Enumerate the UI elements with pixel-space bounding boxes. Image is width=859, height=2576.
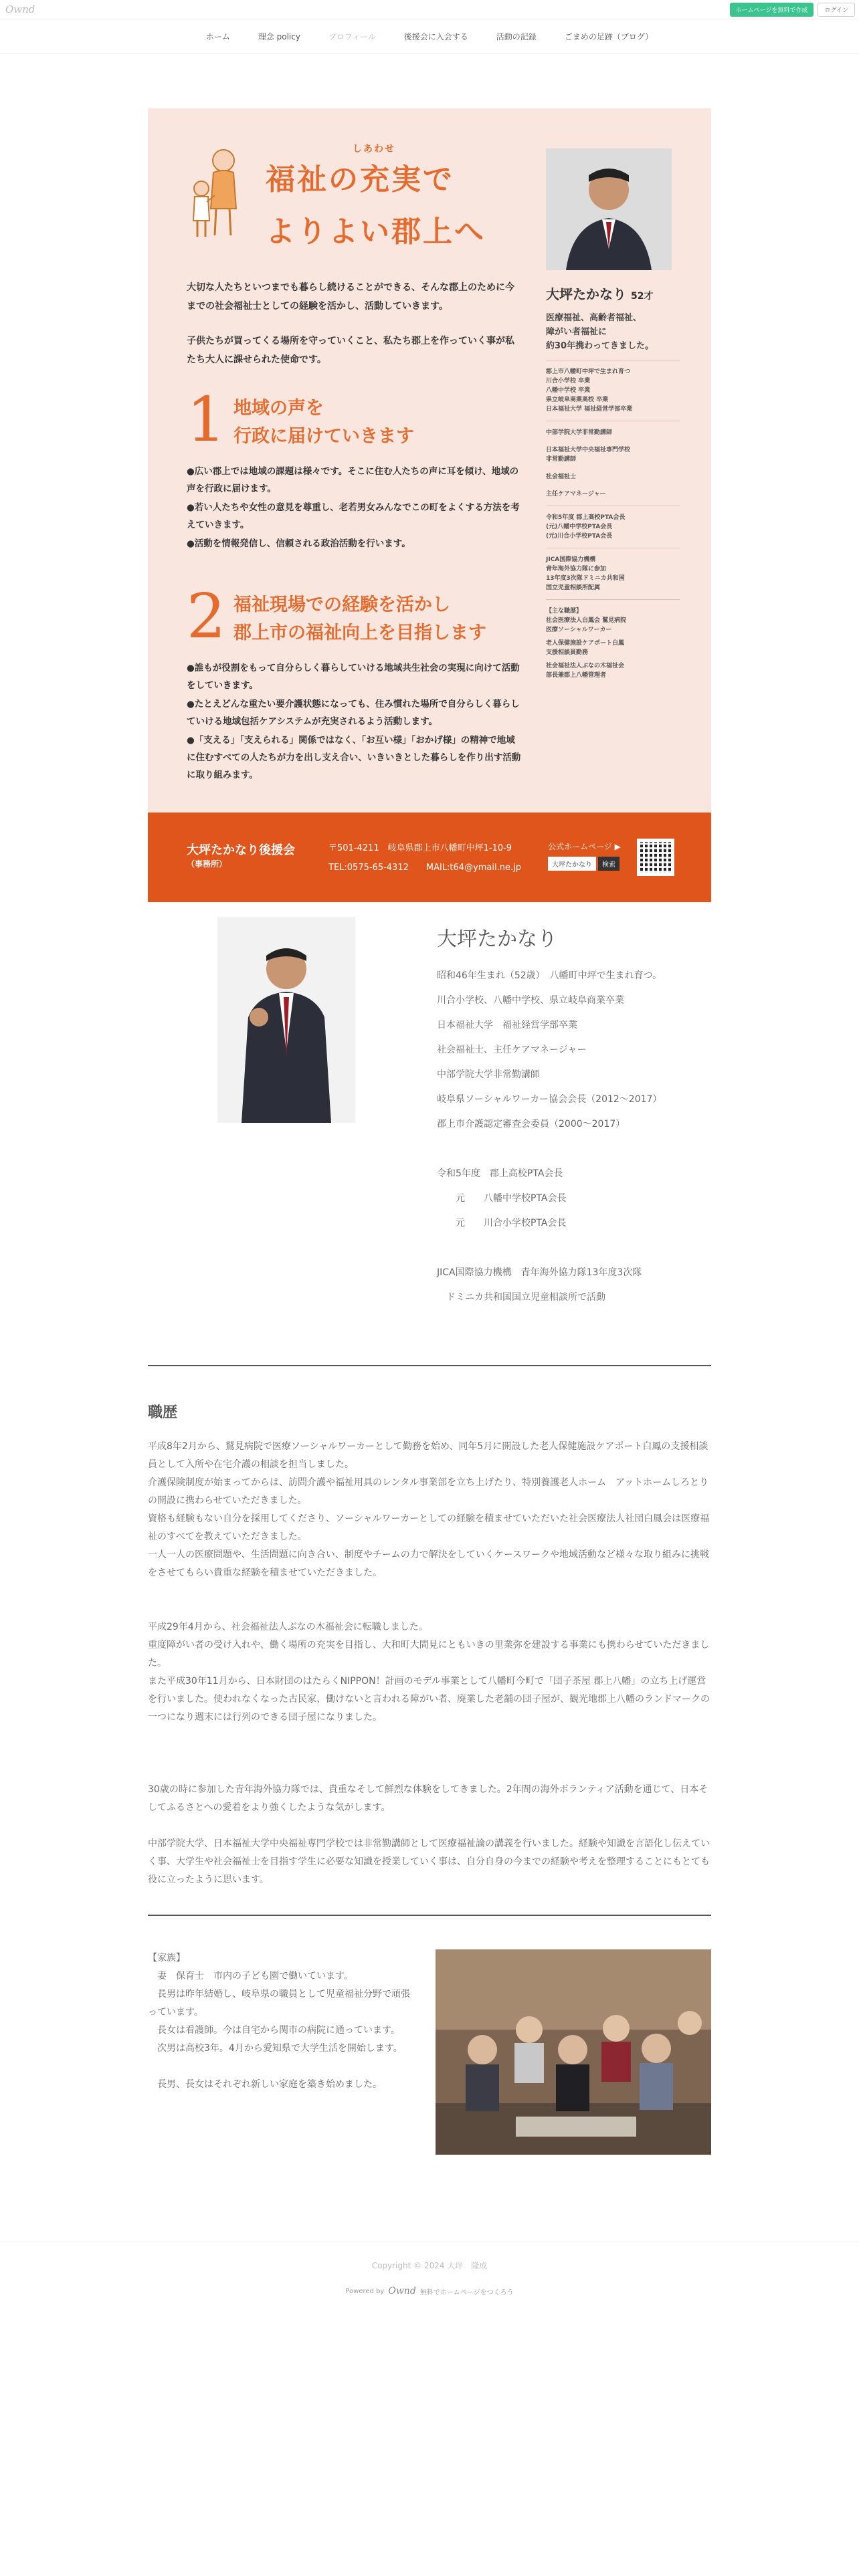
- flyer-bio-block-1: [546, 367, 680, 414]
- policy-2-title-1: 福祉現場での経験を活かし: [233, 595, 450, 615]
- career-paragraph: 平成8年2月から、鷲見病院で医療ソーシャルワーカーとして勤務を始め、同年5月に開設した老人保健施設ケアポート白鳳の支援相談員として入所や在宅介護の相談を担当しました。: [148, 1441, 708, 1470]
- bio-line: 令和5年度 郡上高校PTA会長: [546, 514, 626, 521]
- profile-line: 元 八幡中学校PTA会長: [437, 1193, 567, 1204]
- family-text: [148, 1949, 415, 2155]
- career-paragraph: 30歳の時に参加した青年海外協力隊では、貴重なそして鮮烈な体験をしてきました。2年間の海外ボランティア活動を通じて、日本そしてふるさとへの愛着をより強くしたような気がします。: [148, 1784, 708, 1813]
- flyer-search-box: [548, 857, 619, 871]
- spacer: [437, 1236, 662, 1261]
- policy-2-bullets: [187, 659, 521, 784]
- profile-line: 郡上市介護認定審査会委員（2000〜2017）: [437, 1119, 626, 1130]
- bio-line: 日本福祉大学中央福祉専門学校: [546, 447, 631, 453]
- career-paragraph: 介護保険制度が始まってからは、訪問介護や福祉用具のレンタル事業部を立ち上げたり、特別養護老人ホーム アットホームしろとりの開設に携わらせていただきました。: [148, 1477, 709, 1506]
- nav-item-policy[interactable]: 理念 policy: [258, 31, 300, 41]
- policy-bullet: ●広い郡上では地域の課題は様々です。そこに住む人たちの声に耳を傾け、地域の声を行政に届けます。: [187, 466, 519, 494]
- headline-line-2: よりよい郡上へ: [266, 215, 486, 249]
- nav-item-profile[interactable]: プロフィール: [328, 31, 376, 41]
- bio-line: 郡上市八幡町中坪で生まれ育つ: [546, 368, 631, 375]
- profile-line: 昭和46年生まれ（52歳） 八幡町中坪で生まれ育つ。: [437, 970, 662, 981]
- login-button[interactable]: ログイン: [818, 3, 855, 17]
- site-footer: [0, 2242, 859, 2470]
- bio-line: 13年度3次隊ドミニカ共和国: [546, 575, 625, 582]
- bio-line: 【主な職歴】: [546, 608, 583, 615]
- top-bar: [0, 0, 859, 19]
- bio-line: 社会福祉法人ぶなの木福祉会: [546, 663, 625, 669]
- bio-line: 中部学院大学非常勤講師: [546, 429, 613, 436]
- bio-line: 青年海外協力隊に参加: [546, 566, 607, 572]
- family-line: 次男は高校3年。4月から愛知県で大学生活を開始します。: [148, 2043, 403, 2054]
- bio-line: 主任ケアマネージャー: [546, 491, 606, 498]
- main-content: [148, 108, 711, 2155]
- policy-bullet: ●「支える」「支えられる」関係ではなく、「お互い様」「おかげ様」の精神で地域に住むすべての人たちが力を出し支え合い、いきいきとした暮らしを作り出す活動に取り組みます。: [187, 735, 521, 780]
- profile-line: 令和5年度 郡上高校PTA会長: [437, 1168, 563, 1179]
- bio-line: 支援相談員勤務: [546, 649, 589, 656]
- family-line: 長男は昨年結婚し、岐阜県の職員として児童福祉分野で頑張っています。: [148, 1989, 410, 2018]
- candidate-portrait-small: [546, 148, 672, 270]
- profile-line: 中部学院大学非常勤講師: [437, 1069, 540, 1080]
- search-keyword: 大坪たかなり: [548, 857, 596, 871]
- profile-line: 社会福祉士、主任ケアマネージャー: [437, 1045, 587, 1055]
- profile-section: [148, 917, 711, 1310]
- office-address: 〒501-4211 岐阜県郡上市八幡町中坪1-10-9: [328, 843, 512, 853]
- flyer-summary-line: 障がい者福祉に: [546, 327, 607, 337]
- campaign-flyer: [148, 108, 711, 902]
- flyer-bio-block-5: [546, 607, 680, 680]
- policy-1-title-2: 行政に届けていきます: [233, 426, 414, 447]
- career-heading: 職歴: [148, 1404, 178, 1421]
- bio-line: 国立児童相談所配属: [546, 584, 601, 591]
- section-divider: [148, 1365, 711, 1366]
- flyer-bio-block-3: [546, 513, 680, 541]
- career-paragraph: 資格も経験もない自分を採用してくださり、ソーシャルワーカーとしての経験を積ませていただいた社会医療法人社団白鳳会は医療福祉のすべてを教えていただきました。: [148, 1513, 710, 1542]
- family-illustration-icon: [187, 142, 247, 242]
- career-paragraph: 一人一人の医療問題や、生活問題に向き合い、制度やチームの力で解決をしていくケースワークや地域活動など様々な取り組みに挑戦をさせてもらい貴重な経験を積ませていただきました。: [148, 1549, 710, 1578]
- divider: [546, 599, 680, 600]
- spacer: [437, 1137, 662, 1162]
- career-paragraph: 重度障がい者の受け入れや、働く場所の充実を目指し、大和町大間見にともいきの里業弥を建設する事業にも携わらせていただきました。: [148, 1640, 710, 1669]
- flyer-headline: [266, 142, 521, 250]
- family-line: 長女は看護師。今は自宅から関市の病院に通っています。: [148, 2025, 400, 2036]
- bio-line: 老人保健施設ケアポート白鳳: [546, 640, 625, 647]
- family-group-photo-icon: [436, 1949, 711, 2155]
- flyer-candidate-name: [546, 284, 680, 303]
- profile-line: JICA国際協力機構 青年海外協力隊13年度3次隊: [437, 1267, 642, 1278]
- nav-item-join[interactable]: 後援会に入会する: [403, 31, 468, 41]
- portrait-figure-icon: [217, 917, 355, 1123]
- powered-by[interactable]: [0, 2286, 859, 2296]
- bio-line: 非常勤講師: [546, 456, 577, 463]
- profile-line: 日本福祉大学 福祉経営学部卒業: [437, 1020, 577, 1031]
- profile-info: [437, 917, 662, 1310]
- flyer-intro-2: 子供たちが買ってくる場所を守っていくこと、私たち郡上を作っていく事が私たち大人に課せられた使命です。: [187, 336, 514, 365]
- policy-1-bullets: [187, 463, 521, 552]
- bio-line: 医療ソーシャルワーカー: [546, 627, 612, 633]
- flyer-name-text: 大坪たかなり: [546, 286, 626, 302]
- bio-line: 川合小学校 卒業: [546, 378, 591, 385]
- supporters-association-name: 大坪たかなり後援会: [187, 843, 295, 857]
- global-nav: [0, 19, 859, 53]
- flyer-summary-line: 医療福祉、高齢者福祉、: [546, 313, 642, 323]
- section-divider: [148, 1915, 711, 1916]
- flyer-bio-block-4: [546, 555, 680, 593]
- policy-bullet: ●たとえどんな重たい要介護状態になっても、住み慣れた場所で自分らしく暮らしていける地域包括ケアシステムが充実されるよう活動します。: [187, 699, 520, 727]
- bio-line: JICA国際協力機構: [546, 556, 596, 563]
- flyer-summary: [546, 311, 680, 353]
- bio-line: 日本福祉大学 福祉経営学部卒業: [546, 406, 633, 413]
- ownd-footer-logo[interactable]: Ownd: [388, 2286, 416, 2296]
- bio-line: 社会福祉士: [546, 473, 577, 480]
- create-homepage-button[interactable]: ホームページを無料で作成: [730, 3, 814, 17]
- family-photo: [436, 1949, 711, 2155]
- policy-2-title-2: 郡上市の福祉向上を目指します: [233, 623, 486, 643]
- flyer-contact-band: [148, 813, 711, 902]
- qr-code-icon: [638, 839, 674, 875]
- career-paragraph: また平成30年11月から、日本財団のはたらくNIPPON！計画のモデル事業として八幡町今町で「団子茶屋 郡上八幡」の立ち上げ運営を行いました。使われなくなった古民家、働けないと言われる障がい者、廃業した老舗の団子屋が、観光地郡上八幡のランドマークの一つになり週末には行列のできる団子屋になりました。: [148, 1676, 710, 1723]
- family-line: 【家族】: [148, 1953, 185, 1963]
- policy-bullet: ●誰もが役割をもって自分らしく暮らしていける地域共生社会の実現に向けて活動をしていきます。: [187, 663, 520, 691]
- flyer-age: 52才: [630, 291, 654, 302]
- profile-line: 川合小学校、八幡中学校、県立岐阜商業卒業: [437, 995, 624, 1006]
- flyer-right-column: [546, 148, 680, 680]
- flyer-left-column: [187, 142, 521, 785]
- flyer-bio-block-2: [546, 428, 680, 499]
- policy-1-number: 1: [187, 384, 226, 455]
- career-body: [148, 1438, 711, 1889]
- profile-name: 大坪たかなり: [437, 928, 557, 951]
- family-section: [148, 1949, 711, 2155]
- top-buttons: [730, 3, 855, 17]
- career-paragraph: 平成29年4月から、社会福祉法人ぶなの木福祉会に転職しました。: [148, 1622, 428, 1632]
- flyer-summary-line: 約30年携わってきました。: [546, 341, 654, 351]
- ownd-logo[interactable]: Ownd: [5, 3, 35, 15]
- search-label: 検索: [598, 857, 619, 871]
- headline-ruby: しあわせ: [353, 144, 395, 154]
- flyer-intro-1: 大切な人たちといつまでも暮らし続けることができる、そんな郡上のために今までの社会福祉士としての経験を活かし、活動していきます。: [187, 282, 514, 312]
- powered-by-label: Powered by: [345, 2287, 385, 2295]
- nav-item-home[interactable]: ホーム: [205, 31, 230, 41]
- career-paragraph: 中部学院大学、日本福祉大学中央福祉専門学校では非常勤講師として医療福祉論の講義を行いました。経験や知識を言語化し伝えていく事、大学生や社会福祉士を目指す学生に必要な知識を授業していく事は、自分自身の今までの経験や考えを整理することにもとても役に立ったように思います。: [148, 1838, 710, 1885]
- official-hp-label: 公式ホームページ ▶: [548, 842, 621, 851]
- policy-bullet: ●若い人たちや女性の意見を尊重し、老若男女みんなでこの町をよくする方法を考えていきます。: [187, 502, 520, 530]
- policy-bullet: ●活動を情報発信し、信頼される政治活動を行います。: [187, 538, 411, 549]
- family-line: 長男、長女はそれぞれ新しい家庭を築き始めました。: [148, 2079, 382, 2090]
- profile-line: 岐阜県ソーシャルワーカー協会会長（2012〜2017）: [437, 1094, 662, 1105]
- bio-line: 部長兼郡上八幡管理者: [546, 672, 607, 679]
- candidate-portrait: [217, 917, 355, 1123]
- bio-line: 県立岐阜商業高校 卒業: [546, 397, 609, 403]
- bio-line: (元)八幡中学校PTA会長: [546, 524, 613, 530]
- headline-line-1: 福祉の充実で: [266, 163, 454, 197]
- profile-line: ドミニカ共和国国立児童相談所で活動: [437, 1292, 605, 1303]
- bio-line: (元)川合小学校PTA会長: [546, 533, 613, 540]
- office-label: （事務所）: [187, 859, 227, 869]
- profile-line: 元 川合小学校PTA会長: [437, 1218, 567, 1228]
- policy-1-title-1: 地域の声を: [233, 398, 324, 419]
- policy-2-number: 2: [187, 580, 226, 652]
- portrait-figure-icon: [546, 148, 672, 270]
- policy-1-heading: [187, 384, 521, 455]
- policy-2-heading: [187, 580, 521, 652]
- bio-line: 八幡中学校 卒業: [546, 387, 591, 394]
- office-contact: TEL:0575-65-4312 MAIL:t64@ymail.ne.jp: [328, 863, 521, 873]
- nav-item-activities[interactable]: 活動の記録: [496, 31, 537, 41]
- bio-line: 社会医療法人白鳳会 鷲見病院: [546, 617, 627, 624]
- nav-item-blog[interactable]: ごまめの足跡（ブログ）: [564, 31, 654, 41]
- powered-by-tagline[interactable]: 無料でホームページをつくろう: [419, 2288, 514, 2296]
- copyright-text: Copyright © 2024 大坪 隆成: [371, 2261, 488, 2270]
- family-line: 妻 保育士 市内の子ども園で働いています。: [148, 1971, 353, 1981]
